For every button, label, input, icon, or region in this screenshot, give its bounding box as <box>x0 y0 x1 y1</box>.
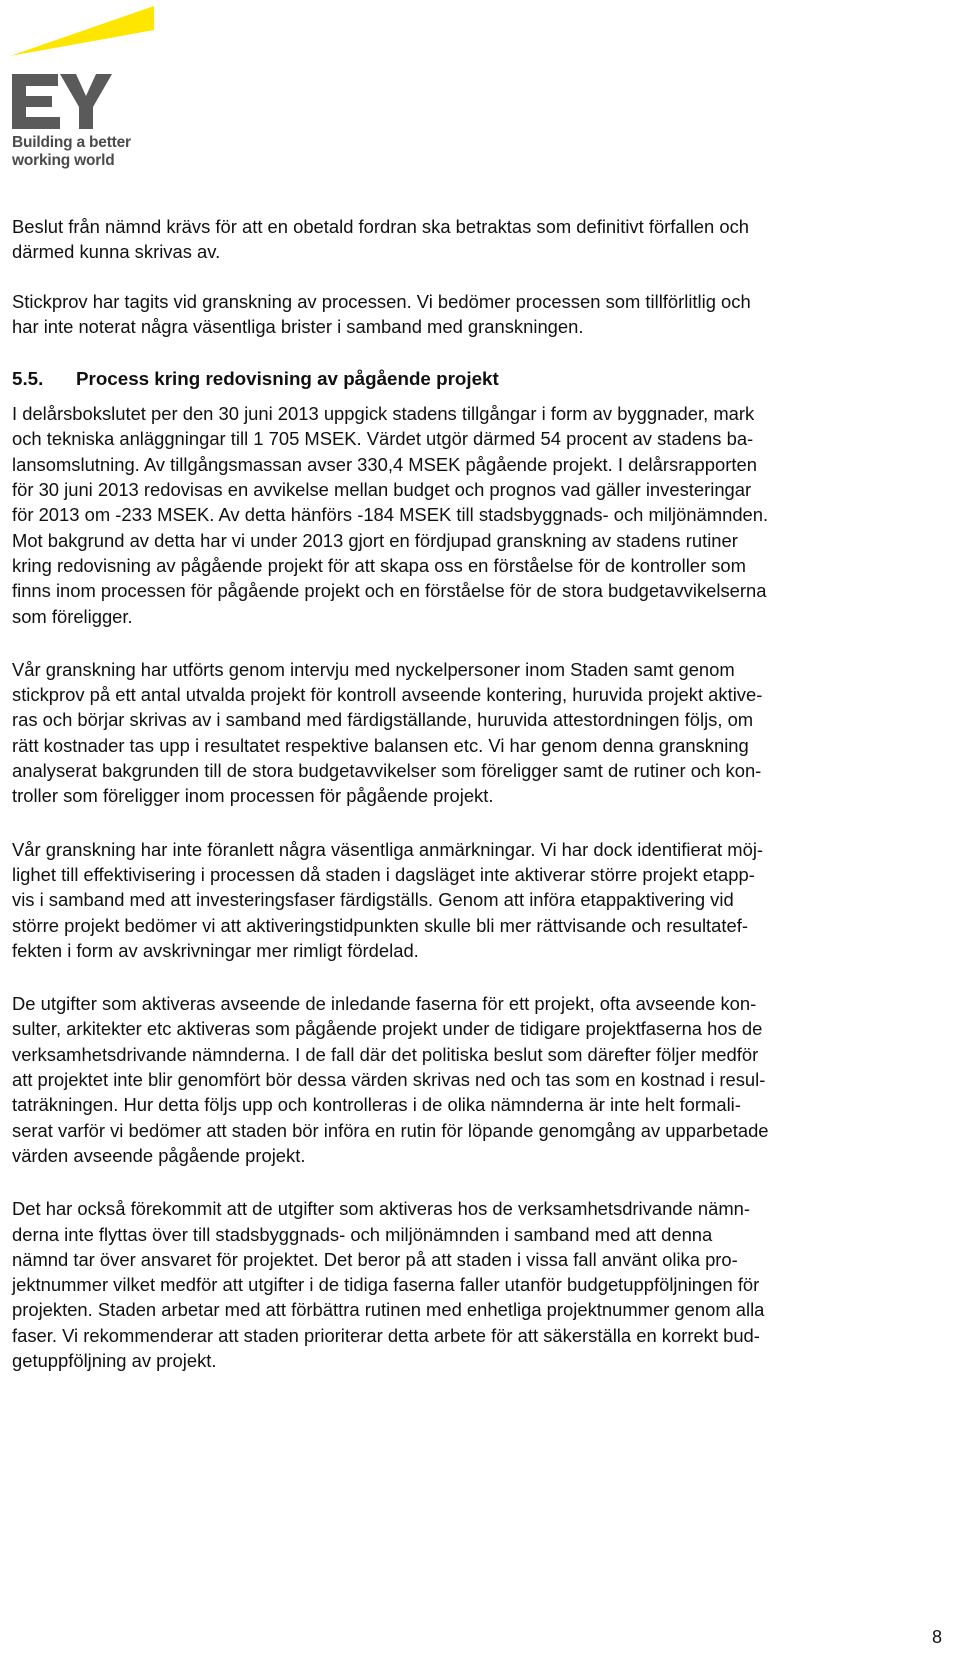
document-body <box>12 214 942 1373</box>
logo-tagline-line2: working world <box>12 152 115 169</box>
paragraph-stickprov: Stickprov har tagits vid granskning av processen. Vi bedömer processen som tillförlitlig och har inte noterat några väsentliga brister i samband med granskningen. <box>12 290 751 337</box>
paragraph-fordran: Beslut från nämnd krävs för att en obetald fordran ska betraktas som definitivt förfallen och därmed kunna skrivas av. <box>12 216 750 263</box>
section-number: 5.5. <box>12 368 44 390</box>
ey-logo-beam <box>10 6 154 56</box>
paragraph-anmarkningar: Vår granskning har inte föranlett några väsentliga anmärkningar. Vi har dock identifierat möj- lighet till effektivisering i processen då staden i dagsläget inte aktiverar större projekt etapp- vis i samband med att investeringsfaser färdigställs. Genom att införa etappaktivering vid större projekt bedömer vi att aktiveringstidpunkten skulle bli mer rättvisande och resultatef- fekten i form av avskrivningar mer rimligt fördelad. <box>12 838 764 961</box>
logo-tagline-line1: Building a better <box>12 134 131 151</box>
logo-tagline <box>12 134 131 170</box>
paragraph-delarsbokslut: I delårsbokslutet per den 30 juni 2013 uppgick stadens tillgångar i form av byggnader, mark och tekniska anläggningar till 1 705 MSEK. Värdet utgör därmed 54 procent av stadens ba- lansomslutning. Av tillgångsmassan avser 330,4 MSEK pågående projekt. I delårsrapporten för 30 juni 2013 redovisas en avvikelse mellan budget och prognos vad gäller investeringar för 2013 om -233 MSEK. Av detta hänförs -184 MSEK till stadsbyggnads- och miljönämnden. Mot bakgrund av detta har vi under 2013 gjort en fördjupad granskning av stadens rutiner kring redovisning av pågående projekt för att skapa oss en förståelse för de kontroller som finns inom processen för pågående projekt och en förståelse för de stora budgetavvikelserna som föreligger. <box>12 403 769 627</box>
ey-logo <box>8 4 158 174</box>
section-title: Process kring redovisning av pågående projekt <box>76 368 499 390</box>
ey-logo-mark <box>8 4 158 134</box>
ey-logo-letters <box>12 74 112 129</box>
section-heading <box>12 367 942 391</box>
paragraph-projektnummer: Det har också förekommit att de utgifter som aktiveras hos de verksamhetsdrivande nämn- derna inte flyttas över till stadsbyggnads- och miljönämnden i samband med att denna nämnd tar över ansvaret för projektet. Det beror på att staden i vissa fall använt olika pro- jektnummer vilket medför att utgifter i de tidiga faserna faller utanför budgetuppföljningen för projekten. Staden arbetar med att förbättra rutinen med enhetliga projektnummer genom alla faser. Vi rekommenderar att staden prioriterar detta arbete för att säkerställa en korrekt bud- getuppföljning av projekt. <box>12 1198 765 1371</box>
paragraph-utgifter: De utgifter som aktiveras avseende de inledande faserna för ett projekt, ofta avseende kon- sulter, arkitekter etc aktiveras som pågående projekt under de tidigare projektfaserna hos de verksamhetsdrivande nämnderna. I de fall där det politiska beslut som därefter följer medför att projektet inte blir genomfört bör dessa värden skrivas ned och tas som en kostnad i resul- taträkningen. Hur detta följs upp och kontrolleras i de olika nämnderna är inte helt formali- serat varför vi bedömer att staden bör införa en rutin för löpande genomgång av upparbetade värden avseende pågående projekt. <box>12 993 769 1166</box>
page-number: 8 <box>931 1627 942 1647</box>
paragraph-granskning-metod: Vår granskning har utförts genom intervju med nyckelpersoner inom Staden samt genom stickprov på ett antal utvalda projekt för kontroll avseende kontering, huruvida projekt aktive- ras och börjar skrivas av i samband med färdigställande, huruvida attestordningen följs, om rätt kostnader tas upp i resultatet respektive balansen etc. Vi har genom denna granskning analyserat bakgrunden till de stora budgetavvikelser som föreligger samt de rutiner och kon- troller som föreligger inom processen för pågående projekt. <box>12 658 763 807</box>
